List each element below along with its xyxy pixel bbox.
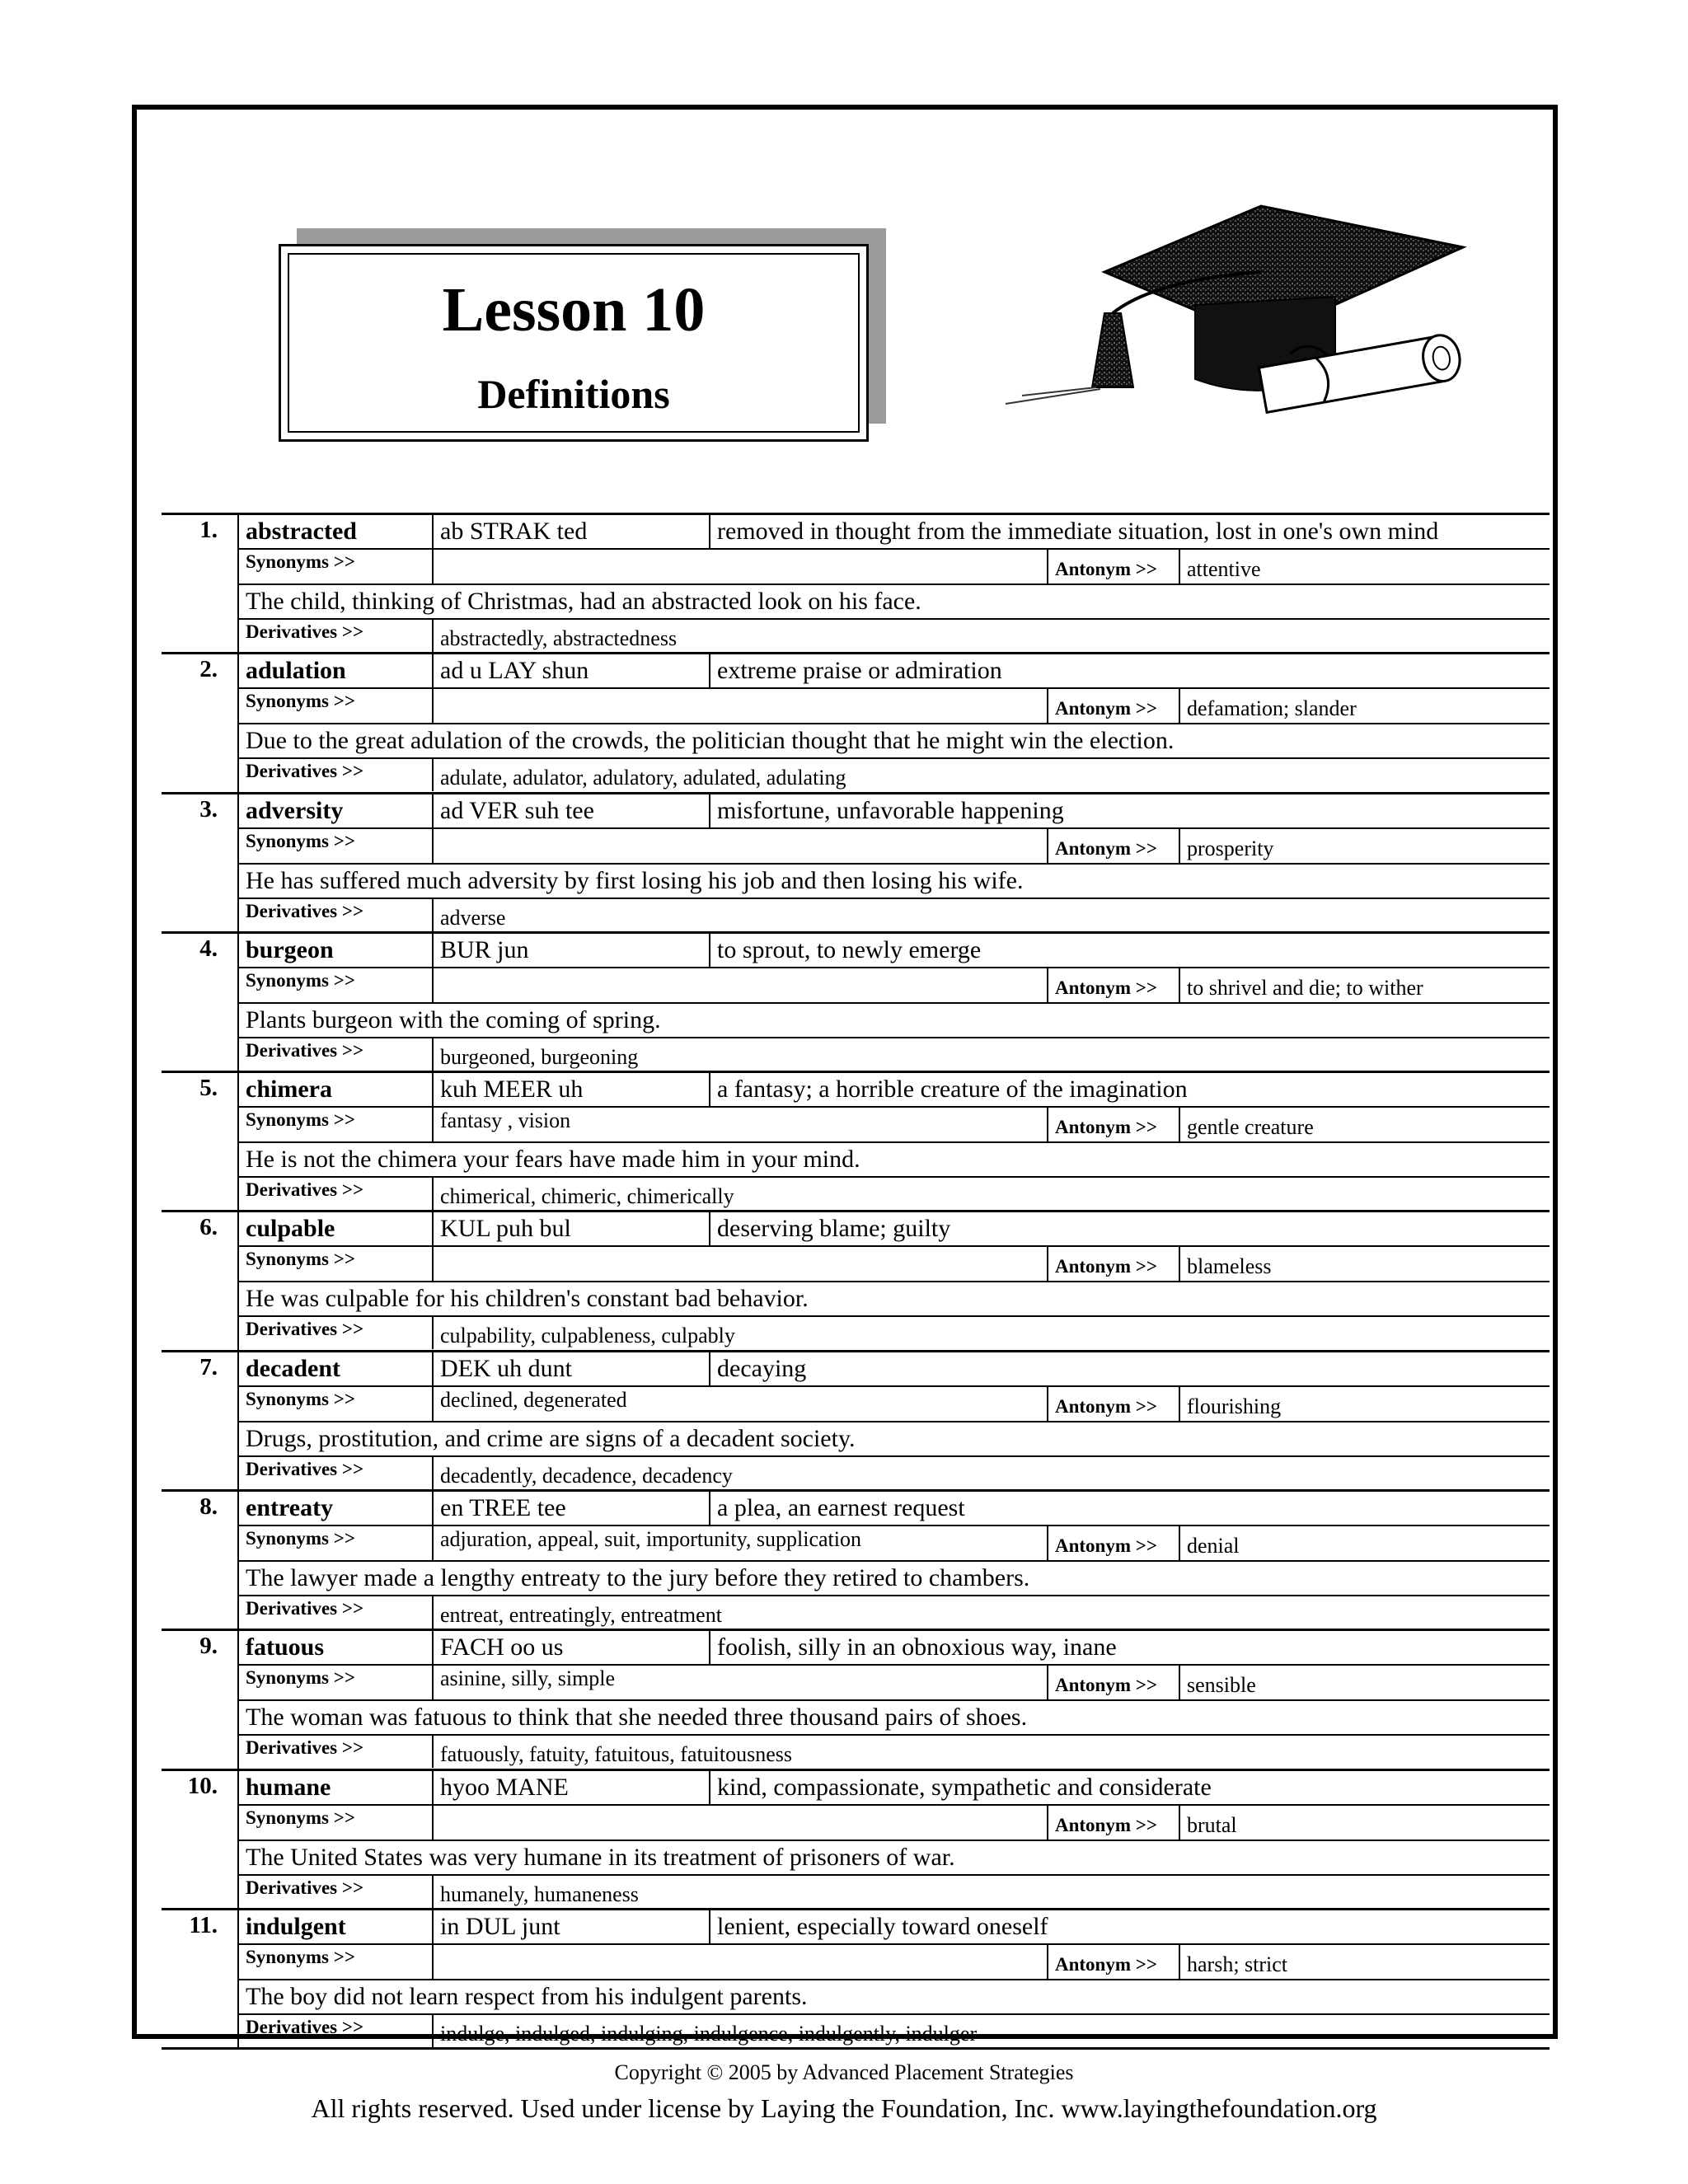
entry-word: fatuous <box>239 1631 434 1664</box>
entry-headword-row <box>239 515 1550 550</box>
entry-synonym-row <box>239 1525 1550 1562</box>
copyright-line: Copyright © 2005 by Advanced Placement Strategies <box>614 2060 1074 2084</box>
entry-number: 7. <box>162 1352 239 1489</box>
entry-word: entreaty <box>239 1492 434 1525</box>
entry-sentence-row <box>239 723 1550 759</box>
entry-pronunciation: ad VER suh tee <box>434 794 710 827</box>
entry-example-sentence: The boy did not learn respect from his indulgent parents. <box>246 1982 808 2010</box>
entry-number: 8. <box>162 1492 239 1629</box>
entry-headword-row <box>239 1073 1550 1108</box>
vocab-entry <box>162 652 1550 791</box>
entry-sentence-row <box>239 1141 1550 1178</box>
entry-sentence-row <box>239 1699 1550 1736</box>
entry-antonym: gentle creature <box>1187 1115 1314 1140</box>
entry-headword-row <box>239 1212 1550 1247</box>
entry-definition: a plea, an earnest request <box>717 1494 965 1522</box>
entry-derivatives: burgeoned, burgeoning <box>440 1044 639 1069</box>
entry-definition: extreme praise or admiration <box>717 657 1002 685</box>
entry-synonyms <box>434 1804 1047 1840</box>
antonym-label: Antonym >> <box>1047 1385 1180 1421</box>
synonyms-label: Synonyms >> <box>239 1106 434 1141</box>
derivatives-label: Derivatives >> <box>239 1176 434 1210</box>
entry-sentence-row <box>239 863 1550 899</box>
synonyms-label: Synonyms >> <box>239 548 434 583</box>
entry-example-sentence: He was culpable for his children's constant bad behavior. <box>246 1285 809 1313</box>
entry-derivatives-row <box>239 898 1550 931</box>
entry-sentence-row <box>239 1281 1550 1317</box>
entry-synonym-row <box>239 1245 1550 1282</box>
entry-antonym: sensible <box>1187 1673 1256 1698</box>
entry-example-sentence: The child, thinking of Christmas, had an abstracted look on his face. <box>246 588 921 615</box>
entry-number: 1. <box>162 515 239 652</box>
antonym-label: Antonym >> <box>1047 1943 1180 1979</box>
synonyms-label: Synonyms >> <box>239 1525 434 1560</box>
entry-synonyms <box>434 827 1047 863</box>
entry-definition: kind, compassionate, sympathetic and considerate <box>717 1773 1212 1801</box>
entry-definition: removed in thought from the immediate situation, lost in one's own mind <box>717 518 1439 545</box>
entry-synonyms: declined, degenerated <box>440 1387 627 1412</box>
entry-antonym: brutal <box>1187 1812 1237 1837</box>
derivatives-label: Derivatives >> <box>239 1315 434 1349</box>
entry-word: decadent <box>239 1352 434 1385</box>
entry-derivatives: adulate, adulator, adulatory, adulated, adulating <box>440 766 846 790</box>
entry-derivatives-row <box>239 1734 1550 1768</box>
entry-pronunciation: DEK uh dunt <box>434 1352 710 1385</box>
entry-derivatives: fatuously, fatuity, fatuitous, fatuitousness <box>440 1742 793 1767</box>
vocab-entry <box>162 1071 1550 1210</box>
entry-sentence-row <box>239 1421 1550 1457</box>
entry-example-sentence: The United States was very humane in its treatment of prisoners of war. <box>246 1843 955 1871</box>
vocab-entry <box>162 1629 1550 1768</box>
antonym-label: Antonym >> <box>1047 1664 1180 1699</box>
entry-synonyms <box>434 687 1047 723</box>
entry-derivatives-row <box>239 2013 1550 2047</box>
entry-number: 3. <box>162 794 239 931</box>
entry-example-sentence: Due to the great adulation of the crowds, the politician thought that he might win the election. <box>246 727 1175 755</box>
antonym-label: Antonym >> <box>1047 1525 1180 1560</box>
entry-sentence-row <box>239 1002 1550 1038</box>
antonym-label: Antonym >> <box>1047 1106 1180 1141</box>
entry-pronunciation: ab STRAK ted <box>434 515 710 548</box>
entry-headword-row <box>239 1492 1550 1526</box>
entry-number: 9. <box>162 1631 239 1768</box>
entry-definition: lenient, especially toward oneself <box>717 1912 1048 1940</box>
entry-number: 10. <box>162 1771 239 1908</box>
derivatives-label: Derivatives >> <box>239 898 434 931</box>
synonyms-label: Synonyms >> <box>239 1245 434 1281</box>
entry-derivatives: culpability, culpableness, culpably <box>440 1324 735 1348</box>
entry-synonyms <box>434 1245 1047 1281</box>
entry-pronunciation: kuh MEER uh <box>434 1073 710 1106</box>
synonyms-label: Synonyms >> <box>239 1385 434 1421</box>
entry-derivatives-row <box>239 1037 1550 1071</box>
lesson-title: Lesson 10 <box>442 275 706 344</box>
entry-definition: decaying <box>717 1354 807 1382</box>
entry-pronunciation: ad u LAY shun <box>434 654 710 687</box>
synonyms-label: Synonyms >> <box>239 827 434 863</box>
entry-synonym-row <box>239 1943 1550 1980</box>
antonym-label: Antonym >> <box>1047 687 1180 723</box>
entry-antonym: denial <box>1187 1534 1240 1558</box>
entry-example-sentence: The woman was fatuous to think that she needed three thousand pairs of shoes. <box>246 1704 1028 1732</box>
entry-synonym-row <box>239 687 1550 724</box>
entry-headword-row <box>239 934 1550 968</box>
derivatives-label: Derivatives >> <box>239 1734 434 1768</box>
entry-sentence-row <box>239 1979 1550 2015</box>
entry-sentence-row <box>239 583 1550 620</box>
entry-antonym: harsh; strict <box>1187 1952 1288 1976</box>
vocab-entry <box>162 792 1550 931</box>
entry-word: culpable <box>239 1212 434 1245</box>
entry-word: chimera <box>239 1073 434 1106</box>
entry-sentence-row <box>239 1560 1550 1596</box>
entry-synonym-row <box>239 1385 1550 1422</box>
entry-derivatives: indulge, indulged, indulging, indulgence, indulgently, indulger <box>440 2021 978 2046</box>
entry-pronunciation: KUL puh bul <box>434 1212 710 1245</box>
entry-synonyms <box>434 1943 1047 1979</box>
vocab-entry <box>162 1489 1550 1629</box>
vocab-entry <box>162 1350 1550 1489</box>
entry-derivatives-row <box>239 1595 1550 1629</box>
entry-number: 6. <box>162 1212 239 1349</box>
entry-example-sentence: He has suffered much adversity by first losing his job and then losing his wife. <box>246 866 1024 894</box>
entry-headword-row <box>239 1771 1550 1806</box>
derivatives-label: Derivatives >> <box>239 757 434 791</box>
synonyms-label: Synonyms >> <box>239 1943 434 1979</box>
entry-derivatives-row <box>239 1874 1550 1908</box>
entry-pronunciation: in DUL junt <box>434 1910 710 1943</box>
antonym-label: Antonym >> <box>1047 827 1180 863</box>
vocab-entry <box>162 1210 1550 1349</box>
antonym-label: Antonym >> <box>1047 548 1180 583</box>
vocab-entry <box>162 1769 1550 1908</box>
entry-word: adulation <box>239 654 434 687</box>
entry-pronunciation: BUR jun <box>434 934 710 967</box>
entry-synonym-row <box>239 1804 1550 1841</box>
entry-definition: deserving blame; guilty <box>717 1215 951 1243</box>
entry-antonym: prosperity <box>1187 836 1274 860</box>
entry-number: 2. <box>162 654 239 791</box>
entry-word: burgeon <box>239 934 434 967</box>
synonyms-label: Synonyms >> <box>239 1804 434 1840</box>
entry-number: 4. <box>162 934 239 1071</box>
entry-synonyms: adjuration, appeal, suit, importunity, supplication <box>440 1527 861 1552</box>
antonym-label: Antonym >> <box>1047 967 1180 1002</box>
entry-headword-row <box>239 794 1550 829</box>
derivatives-label: Derivatives >> <box>239 1874 434 1908</box>
entry-derivatives-row <box>239 1315 1550 1349</box>
entry-derivatives-row <box>239 757 1550 791</box>
entry-pronunciation: en TREE tee <box>434 1492 710 1525</box>
entry-example-sentence: The lawyer made a lengthy entreaty to the jury before they retired to chambers. <box>246 1564 1030 1592</box>
entry-derivatives: adverse <box>440 905 506 930</box>
entry-derivatives-row <box>239 618 1550 652</box>
title-box <box>279 244 869 442</box>
vocab-entry <box>162 1908 1550 2050</box>
entry-synonym-row <box>239 548 1550 585</box>
entry-synonyms: fantasy , vision <box>440 1108 571 1133</box>
derivatives-label: Derivatives >> <box>239 1037 434 1071</box>
entry-definition: misfortune, unfavorable happening <box>717 796 1064 824</box>
entry-derivatives: humanely, humaneness <box>440 1882 639 1906</box>
entry-word: indulgent <box>239 1910 434 1943</box>
entry-antonym: to shrivel and die; to wither <box>1187 975 1423 1000</box>
entry-word: humane <box>239 1771 434 1804</box>
entry-antonym: attentive <box>1187 557 1261 581</box>
derivatives-label: Derivatives >> <box>239 618 434 652</box>
derivatives-label: Derivatives >> <box>239 1595 434 1629</box>
entry-pronunciation: FACH oo us <box>434 1631 710 1664</box>
derivatives-label: Derivatives >> <box>239 1455 434 1489</box>
entry-synonyms <box>434 967 1047 1002</box>
vocab-entry <box>162 931 1550 1071</box>
title-box-inner-border <box>288 253 860 433</box>
entry-headword-row <box>239 654 1550 689</box>
entry-synonym-row <box>239 1106 1550 1143</box>
entry-headword-row <box>239 1631 1550 1666</box>
entry-pronunciation: hyoo MANE <box>434 1771 710 1804</box>
entry-synonym-row <box>239 1664 1550 1701</box>
entry-antonym: flourishing <box>1187 1394 1282 1418</box>
entry-derivatives: entreat, entreatingly, entreatment <box>440 1603 722 1628</box>
entry-derivatives-row <box>239 1455 1550 1489</box>
entry-derivatives-row <box>239 1176 1550 1210</box>
entry-definition: a fantasy; a horrible creature of the imagination <box>717 1076 1188 1104</box>
entry-example-sentence: Plants burgeon with the coming of spring. <box>246 1005 661 1033</box>
synonyms-label: Synonyms >> <box>239 687 434 723</box>
synonyms-label: Synonyms >> <box>239 967 434 1002</box>
graduation-cap-icon <box>989 198 1467 420</box>
antonym-label: Antonym >> <box>1047 1245 1180 1281</box>
entry-derivatives: chimerical, chimeric, chimerically <box>440 1184 734 1209</box>
entry-number: 11. <box>162 1910 239 2047</box>
entry-synonym-row <box>239 967 1550 1004</box>
entry-antonym: blameless <box>1187 1254 1272 1279</box>
entry-derivatives: decadently, decadence, decadency <box>440 1463 733 1488</box>
entry-headword-row <box>239 1910 1550 1945</box>
entry-antonym: defamation; slander <box>1187 696 1357 721</box>
lesson-subtitle: Definitions <box>477 371 670 417</box>
entry-word: adversity <box>239 794 434 827</box>
synonyms-label: Synonyms >> <box>239 1664 434 1699</box>
entry-definition: foolish, silly in an obnoxious way, inane <box>717 1633 1117 1661</box>
entry-synonym-row <box>239 827 1550 865</box>
entry-word: abstracted <box>239 515 434 548</box>
entry-synonyms: asinine, silly, simple <box>440 1666 616 1691</box>
vocab-entry <box>162 513 1550 652</box>
derivatives-label: Derivatives >> <box>239 2013 434 2047</box>
entry-definition: to sprout, to newly emerge <box>717 935 982 963</box>
entry-number: 5. <box>162 1073 239 1210</box>
entry-sentence-row <box>239 1840 1550 1876</box>
entry-example-sentence: He is not the chimera your fears have made him in your mind. <box>246 1146 860 1174</box>
entry-example-sentence: Drugs, prostitution, and crime are signs of a decadent society. <box>246 1424 856 1452</box>
entry-headword-row <box>239 1352 1550 1387</box>
vocabulary-table <box>162 513 1550 2050</box>
license-line: All rights reserved. Used under license by Laying the Foundation, Inc. www.layingthefoundation.org <box>311 2093 1377 2123</box>
entry-derivatives: abstractedly, abstractedness <box>440 626 678 650</box>
antonym-label: Antonym >> <box>1047 1804 1180 1840</box>
entry-synonyms <box>434 548 1047 583</box>
